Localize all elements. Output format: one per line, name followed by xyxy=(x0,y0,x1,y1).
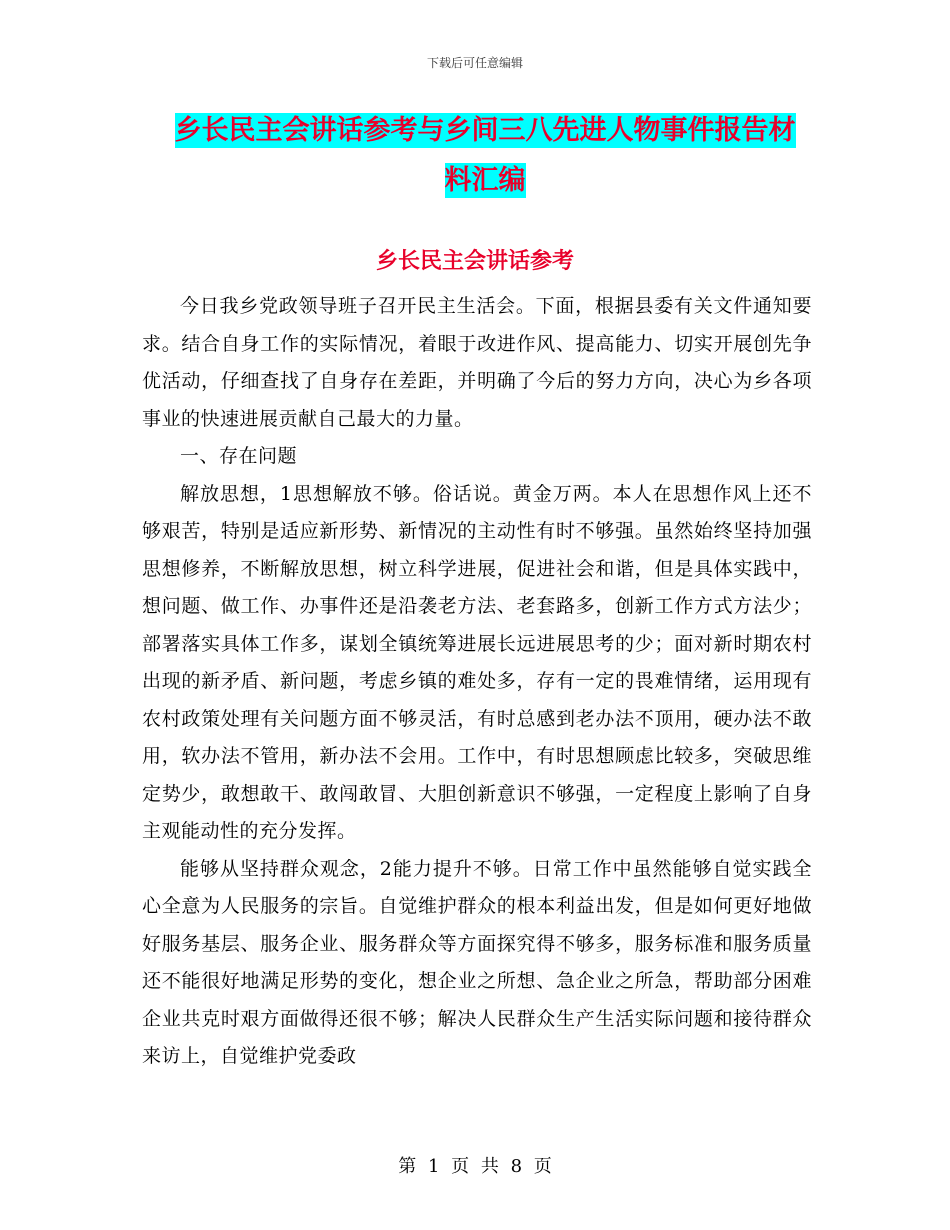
document-title xyxy=(140,106,830,206)
document-body xyxy=(142,288,812,1076)
document-title-line-1: 乡长民主会讲话参考与乡间三八先进人物事件报告材 xyxy=(174,115,796,146)
paragraph-heading-problems: 一、存在问题 xyxy=(180,445,298,467)
page-number-footer: 第 1 页 共 8 页 xyxy=(398,1156,552,1177)
section-title: 乡长民主会讲话参考 xyxy=(375,249,574,274)
paragraph-thought-liberation: 解放思想，1思想解放不够。俗话说。黄金万两。本人在思想作风上还不够艰苦，特别是适应新形势、新情况的主动性有时不够强。虽然始终坚持加强思想修养，不断解放思想，树立科学进展，促进社会和谐，但是具体实践中，想问题、做工作、办事件还是沿袭老方法、老套路多，创新工作方式方法少；部署落实具体工作多，谋划全镇统筹进展长远进展思考的少；面对新时期农村出现的新矛盾、新问题，考虑乡镇的难处多，存有一定的畏难情绪，运用现有农村政策处理有关问题方面不够灵活，有时总感到老办法不顶用，硬办法不敢用，软办法不管用，新办法不会用。工作中，有时思想顾虑比较多，突破思维定势少，敢想敢干、敢闯敢冒、大胆创新意识不够强，一定程度上影响了自身主观能动性的充分发挥。 xyxy=(142,482,812,842)
page-header-note: 下载后可任意编辑 xyxy=(426,56,523,70)
document-title-line-2: 料汇编 xyxy=(444,165,526,196)
paragraph-intro: 今日我乡党政领导班子召开民主生活会。下面，根据县委有关文件通知要求。结合自身工作的实际情况，着眼于改进作风、提高能力、切实开展创先争优活动，仔细查找了自身存在差距，并明确了今后的努力方向，决心为乡各项事业的快速进展贡献自己最大的力量。 xyxy=(142,295,812,430)
paragraph-ability-improvement: 能够从坚持群众观念，2能力提升不够。日常工作中虽然能够自觉实践全心全意为人民服务的宗旨。自觉维护群众的根本利益出发，但是如何更好地做好服务基层、服务企业、服务群众等方面探究得不够多，服务标准和服务质量还不能很好地满足形势的变化，想企业之所想、急企业之所急，帮助部分困难企业共克时艰方面做得还很不够；解决人民群众生产生活实际问题和接待群众来访上，自觉维护党委政 xyxy=(142,857,812,1067)
